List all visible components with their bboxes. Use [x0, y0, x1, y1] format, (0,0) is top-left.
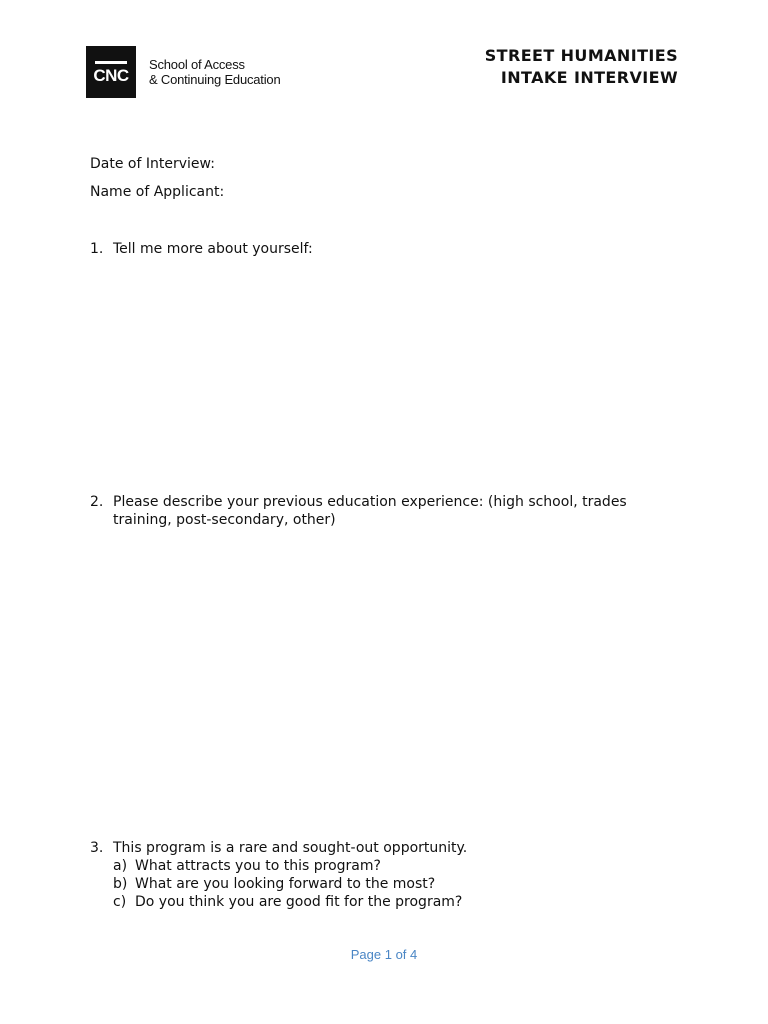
- sub-question-letter: b): [113, 876, 128, 892]
- school-name-line1: School of Access: [149, 57, 245, 72]
- sub-question-c: [90, 893, 650, 911]
- sub-question-b: [90, 875, 650, 893]
- question-text: This program is a rare and sought-out opportunity.: [113, 840, 468, 856]
- logo-text: CNC: [93, 66, 129, 85]
- sub-question-text: What are you looking forward to the most?: [135, 876, 436, 892]
- title-line2: INTAKE INTERVIEW: [500, 68, 678, 87]
- title-line1: STREET HUMANITIES: [484, 46, 678, 65]
- document-title: [485, 45, 678, 89]
- question-2: [90, 493, 635, 529]
- school-name-line2: & Continuing Education: [149, 72, 281, 87]
- question-text: Tell me more about yourself:: [113, 241, 313, 257]
- question-number: 3.: [90, 840, 104, 856]
- date-of-interview-label: Date of Interview:: [90, 156, 215, 172]
- question-text: Please describe your previous education experience: (high school, trades training, post-secondary, other): [113, 494, 627, 528]
- question-1: [90, 240, 650, 258]
- sub-question-letter: c): [113, 894, 127, 910]
- school-name: [149, 57, 280, 87]
- sub-question-text: What attracts you to this program?: [135, 858, 381, 874]
- question-number: 2.: [90, 494, 104, 510]
- school-logo: [86, 46, 280, 98]
- cnc-logo-mark: [86, 46, 136, 98]
- sub-question-letter: a): [113, 858, 128, 874]
- name-of-applicant-label: Name of Applicant:: [90, 184, 225, 200]
- question-3: [90, 839, 650, 911]
- sub-question-a: [90, 857, 650, 875]
- sub-question-text: Do you think you are good fit for the program?: [135, 894, 463, 910]
- question-number: 1.: [90, 241, 104, 257]
- page-number: Page 1 of 4: [350, 947, 418, 962]
- logo-bar: [95, 61, 127, 64]
